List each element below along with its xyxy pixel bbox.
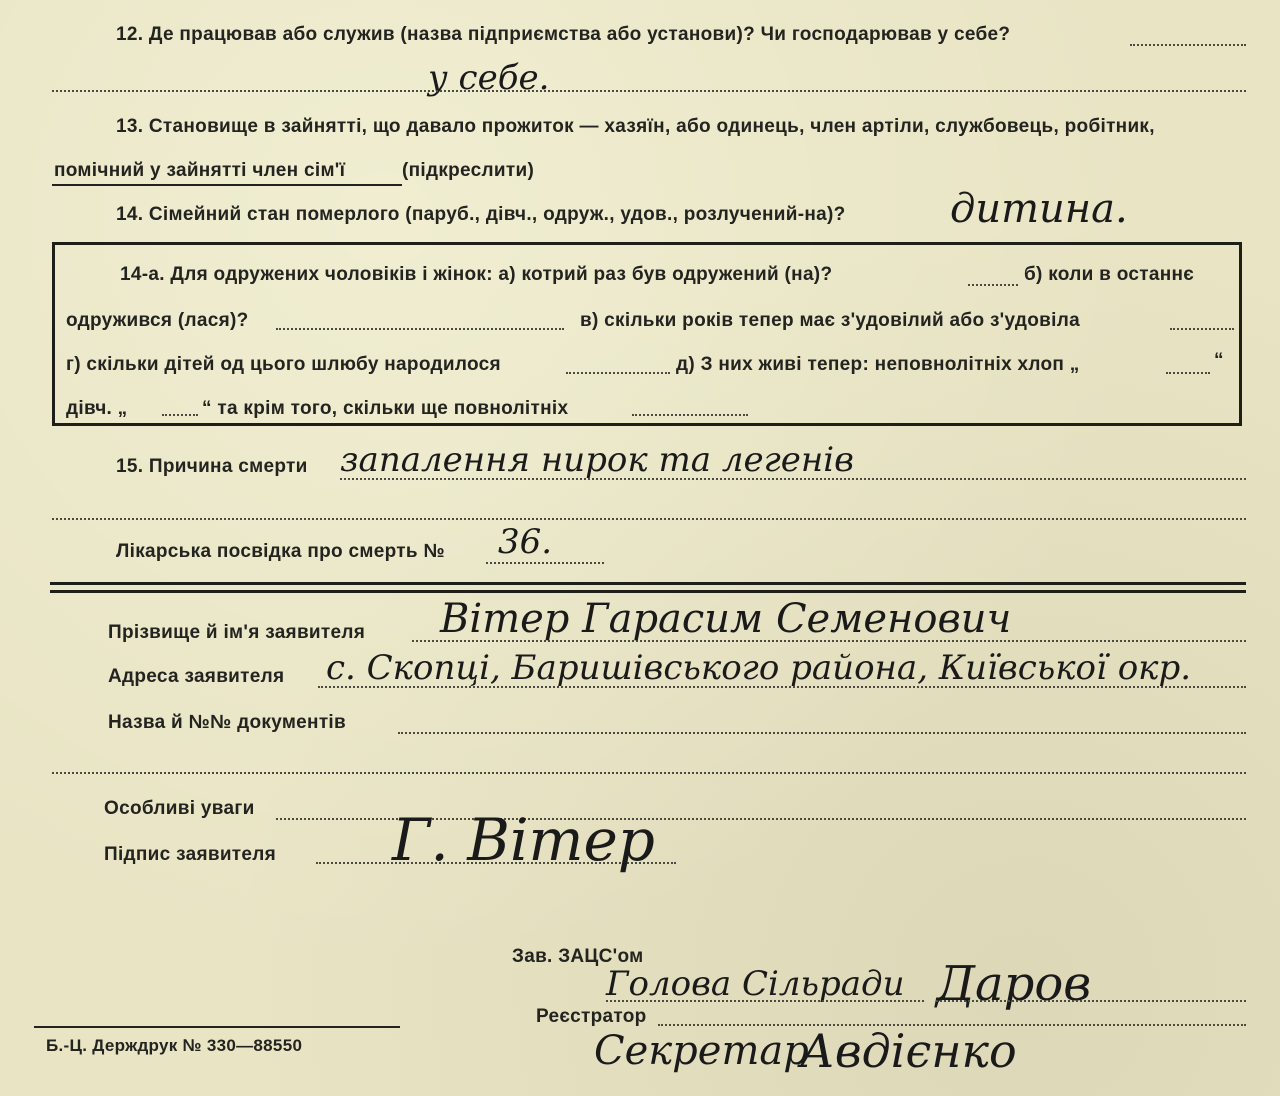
q14a-line3-dots <box>566 372 670 374</box>
q13-underline <box>52 184 402 186</box>
q15-line-2 <box>52 518 1246 520</box>
head-signature: Даров <box>936 956 1092 1012</box>
applicant-docs-line-2 <box>52 772 1246 774</box>
signature-label: Підпис заявителя <box>104 844 277 865</box>
head-line <box>606 1000 924 1002</box>
q14a-line4-dots <box>162 414 198 416</box>
applicant-address-value: с. Скопці, Баришівського района, Київської окр. <box>326 648 1192 688</box>
q15-line <box>340 478 1246 480</box>
head-handwritten: Голова Сільради <box>606 964 905 1004</box>
q15-label: 15. Причина смерти <box>116 456 308 477</box>
applicant-name-value: Вітер Гарасим Семенович <box>440 596 1012 642</box>
q14a-line4-end <box>632 414 748 416</box>
certificate-line <box>486 562 604 564</box>
q14a-line1b: б) коли в останнє <box>1024 264 1195 285</box>
registrar-signature: Авдієнко <box>800 1024 1017 1078</box>
q14a-line4a: дівч. „ <box>66 398 128 419</box>
applicant-address-label: Адреса заявителя <box>108 666 285 687</box>
head-label: Зав. ЗАЦС'ом <box>512 946 644 967</box>
q14a-line2-end <box>1170 328 1234 330</box>
printer-imprint: Б.-Ц. Держдрук № 330—88550 <box>46 1036 303 1055</box>
q14a-line3b: д) З них живі тепер: неповнолітніх хлоп „ <box>676 354 1080 375</box>
registrar-handwritten: Секретар <box>594 1028 809 1074</box>
q15-answer: запалення нирок та легенів <box>340 440 854 480</box>
certificate-answer: 36. <box>498 522 553 562</box>
applicant-docs-line <box>398 732 1246 734</box>
q14a-line3a: г) скільки дітей од цього шлюбу народилося <box>66 354 501 375</box>
q14a-line4b: “ та крім того, скільки ще повнолітніх <box>202 398 569 419</box>
q12-answer: у себе. <box>428 58 550 98</box>
section-rule-bottom <box>50 590 1246 593</box>
q14a-line2a: одружився (лася)? <box>66 310 249 331</box>
registrar-label: Реєстратор <box>536 1006 647 1027</box>
q12-line-end <box>1130 44 1246 46</box>
applicant-docs-label: Назва й №№ документів <box>108 712 346 733</box>
q13-label: 13. Становище в зайнятті, що давало прожиток — хазяїн, або одинець, член артіли, службовець, робітник, <box>116 116 1155 137</box>
q14a-line1-dots <box>968 284 1018 286</box>
q14a-line2b: в) скільки років тепер має з'удовілий або з'удовіла <box>580 310 1080 331</box>
q14a-line1a: 14-а. Для одружених чоловіків і жінок: а) котрий раз був одружений (на)? <box>120 264 833 285</box>
q14-answer: дитина. <box>950 186 1128 232</box>
q14a-line3c: “ <box>1214 350 1224 371</box>
certificate-label: Лікарська посвідка про смерть № <box>116 541 445 562</box>
q13-label-note: (підкреслити) <box>402 160 535 181</box>
q14a-line2-dots <box>276 328 564 330</box>
applicant-name-label: Прізвище й ім'я заявителя <box>108 622 366 643</box>
footer-rule <box>34 1026 400 1028</box>
section-rule-top <box>50 582 1246 585</box>
q14-label: 14. Сімейний стан померлого (паруб., дівч., одруж., удов., розлучений-на)? <box>116 204 846 225</box>
q14a-line3-end <box>1166 372 1210 374</box>
q13-label-cont: помічний у зайнятті член сім'ї <box>54 160 346 181</box>
notes-label: Особливі уваги <box>104 798 255 819</box>
head-line-2 <box>936 1000 1246 1002</box>
q12-answer-line <box>52 90 1246 92</box>
applicant-signature: Г. Вітер <box>392 806 655 874</box>
q12-label: 12. Де працював або служив (назва підприємства або установи)? Чи господарював у себе? <box>116 24 1011 45</box>
